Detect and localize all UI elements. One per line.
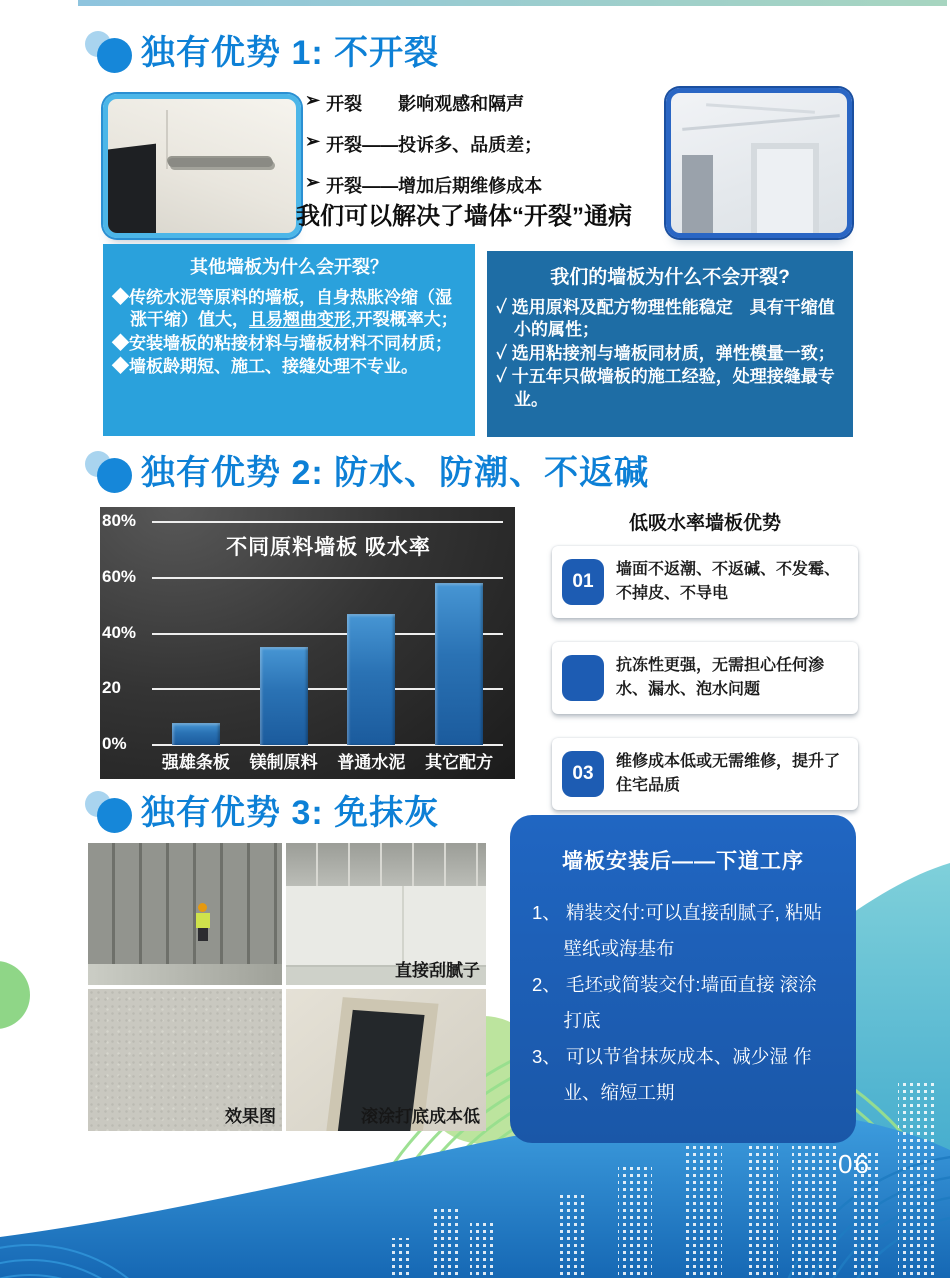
- photo-label: 直接刮腻子: [395, 961, 480, 980]
- diamond-icon: ◆: [112, 357, 129, 377]
- why-ours-no-crack-title: 我们的墙板为什么不会开裂?: [550, 267, 790, 288]
- arrow-bullet-icon: ➢: [305, 172, 321, 192]
- next-process-title: 墙板安装后——下道工序: [562, 850, 804, 873]
- puttied-room-photo: [286, 843, 486, 985]
- crack-problem-text: 开裂——增加后期维修成本: [326, 176, 543, 196]
- advantage-text: 抗冻性更强，无需担心任何渗水、漏水、泡水问题: [616, 657, 825, 698]
- chart-bar: [435, 583, 483, 745]
- worker-vest-shape: [196, 913, 210, 928]
- why-ours-no-crack-item: [496, 343, 844, 365]
- why-others-crack-title: 其他墙板为什么会开裂？: [190, 257, 388, 277]
- chart-gridline: [152, 521, 503, 523]
- advantage-text: 墙面不返潮、不返碱、不发霉、不掉皮、不导电: [616, 561, 841, 602]
- category-label: 强雄条板: [161, 753, 230, 772]
- dark-dot-icon: [97, 798, 132, 833]
- photo-label: 效果图: [225, 1107, 276, 1126]
- y-tick-label: 20: [102, 678, 121, 698]
- finished-room-photo: [666, 88, 852, 238]
- advantage-card: [552, 546, 858, 618]
- photo-door-shape: [103, 144, 156, 238]
- crack-problem-item: [305, 131, 542, 157]
- process-step-item: 3、 可以节省抹灰成本、减少湿 作业、缩短工期: [532, 1046, 812, 1104]
- section-bullet-icon: [85, 30, 141, 76]
- crack-conclusion-text: 我们可以解决了墙体“开裂”通病: [296, 203, 632, 230]
- chart-bar: [260, 647, 308, 745]
- wall-crack-shape: [168, 158, 273, 167]
- photo-door-shape: [682, 155, 714, 238]
- diamond-icon: ◆: [112, 288, 129, 307]
- section2-title: 独有优势 2: 防水、防潮、不返碱: [141, 454, 650, 492]
- advantages-card-list: [552, 546, 858, 810]
- top-divider-bar: [78, 0, 947, 6]
- cracked-wall-photo: [103, 94, 301, 238]
- arrow-bullet-icon: ➢: [305, 90, 321, 110]
- crack-problem-text: 开裂——投诉多、品质差；: [326, 135, 543, 155]
- diamond-icon: ◆: [112, 333, 129, 353]
- advantage-number-badge: [562, 655, 604, 701]
- why-ours-no-crack-box: [487, 251, 853, 437]
- worker-legs-shape: [198, 928, 208, 941]
- next-process-box: [510, 815, 856, 1143]
- why-others-crack-box: [103, 244, 475, 436]
- why-ours-no-crack-item: [496, 366, 844, 411]
- crack-problem-item: [305, 90, 542, 116]
- advantage-number-badge: 03: [562, 751, 604, 797]
- item-text-segment: 选用原料及配方物理性能稳定 具有干缩值小的属性；: [511, 298, 835, 340]
- category-label: 其它配方: [425, 753, 494, 772]
- why-others-crack-item: [112, 333, 466, 355]
- doorframe-photo: [286, 989, 486, 1131]
- check-icon: ✓: [496, 367, 512, 387]
- advantage-text: 维修成本低或无需维修，提升了住宅品质: [616, 753, 841, 794]
- y-tick-label: 0%: [102, 734, 127, 753]
- photo-doorframe-shape: [751, 143, 819, 238]
- advantage-card: [552, 738, 858, 810]
- category-label: 镁制原料: [249, 753, 318, 772]
- item-text-segment: 选用粘接剂与墙板同材质，弹性模量一致；: [511, 343, 835, 363]
- chart-bar: [347, 614, 395, 745]
- crack-problem-text: 开裂 影响观感和隔声: [326, 94, 525, 114]
- process-step-item: 2、 毛坯或简装交付:墙面直接 滚涂打底: [532, 974, 817, 1032]
- page-number: 06: [838, 1149, 871, 1179]
- crack-problems-list: [305, 90, 542, 213]
- y-tick-label: 40%: [102, 622, 137, 642]
- next-process-list: [532, 895, 834, 1111]
- process-step-item: 1、 精装交付:可以直接刮腻子, 粘贴壁纸或海基布: [532, 902, 822, 960]
- section3-header: [85, 790, 439, 836]
- ceiling-molding-shape: [706, 103, 815, 114]
- dark-dot-icon: [97, 38, 132, 73]
- y-tick-label: 60%: [102, 566, 137, 586]
- section3-title: 独有优势 3: 免抹灰: [141, 794, 440, 832]
- water-absorption-bar-chart: [100, 507, 515, 779]
- arrow-bullet-icon: ➢: [305, 131, 321, 151]
- advantages-title: 低吸水率墙板优势: [628, 513, 781, 534]
- item-text-segment: 安装墙板的粘接材料与墙板材料不同材质；: [129, 333, 452, 353]
- why-others-crack-list: [112, 287, 466, 379]
- section-bullet-icon: [85, 450, 141, 496]
- panel-installation-photo: [88, 843, 282, 985]
- check-icon: ✓: [496, 343, 512, 363]
- worker-figure: [195, 903, 211, 943]
- section2-header: [85, 450, 649, 496]
- section-bullet-icon: [85, 790, 141, 836]
- green-halfcircle-decoration: [0, 961, 30, 1029]
- photo-floor-shape: [88, 964, 282, 985]
- section1-title: 独有优势 1: 不开裂: [141, 34, 440, 72]
- texture-effect-photo: [88, 989, 282, 1131]
- why-others-crack-item: [112, 287, 466, 332]
- item-text-segment: ,开裂概率大；: [351, 310, 458, 330]
- item-text-segment: 且易翘曲变形: [249, 310, 351, 330]
- item-text-segment: 墙板龄期短、施工、接缝处理不专业。: [129, 357, 418, 377]
- worker-head-shape: [198, 903, 207, 912]
- item-text-segment: 传统水泥等原料的墙板，自身热胀冷缩（湿涨干缩）值大，: [129, 288, 452, 330]
- check-icon: ✓: [496, 298, 512, 317]
- section1-header: [85, 30, 439, 76]
- y-tick-label: 80%: [102, 511, 137, 530]
- why-ours-no-crack-item: [496, 297, 844, 342]
- chart-bar: [172, 723, 220, 745]
- category-label: 普通水泥: [337, 753, 406, 772]
- advantage-number-badge: 01: [562, 559, 604, 605]
- photo-wall-corner: [402, 886, 404, 964]
- item-text-segment: 十五年只做墙板的施工经验，处理接缝最专业。: [511, 367, 835, 409]
- photo-label: 滚涂打底成本低: [361, 1107, 480, 1126]
- crack-problem-item: [305, 172, 542, 198]
- why-others-crack-item: [112, 356, 466, 378]
- why-ours-no-crack-list: [496, 297, 844, 411]
- chart-gridline: [152, 577, 503, 579]
- advantage-card: [552, 642, 858, 714]
- ceiling-molding-shape: [682, 114, 840, 131]
- chart-title: 不同原料墙板 吸水率: [226, 536, 431, 559]
- dark-dot-icon: [97, 458, 132, 493]
- photo-ceiling-shape: [286, 843, 486, 886]
